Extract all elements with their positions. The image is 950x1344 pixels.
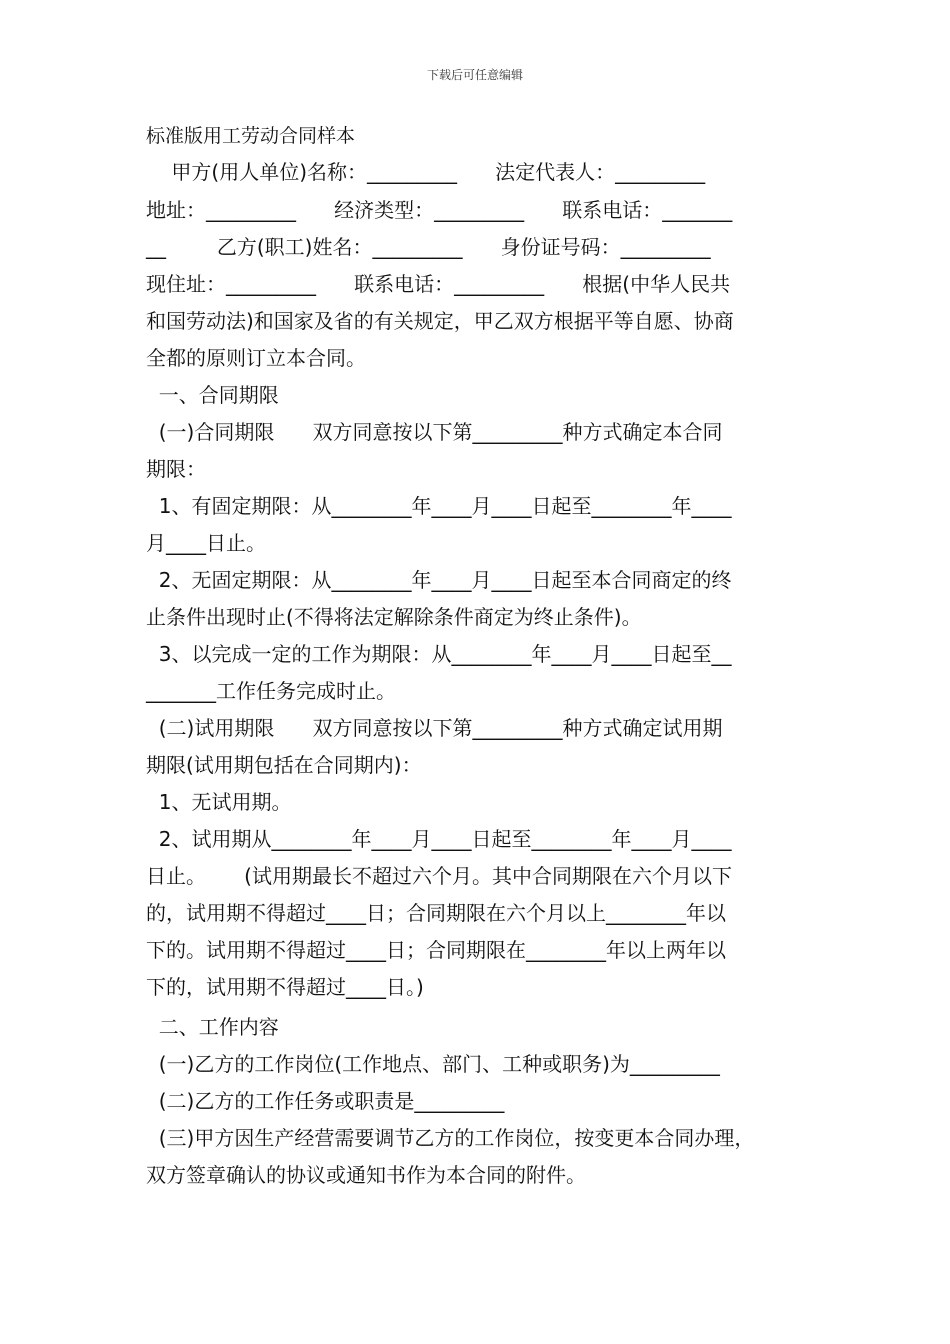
text-line: 2、试用期从________年____月____日起至________年____月____	[146, 827, 732, 851]
text-line: 下的，试用期不得超过____日。)	[146, 975, 424, 999]
document-title: 标准版用工劳动合同样本	[146, 125, 356, 147]
text-line: 期限：	[146, 457, 206, 481]
text-line: (一)合同期限 双方同意按以下第_________种方式确定本合同	[146, 420, 723, 444]
text-line: 1、有固定期限：从________年____月____日起至________年____	[146, 494, 732, 518]
text-line: 3、以完成一定的工作为期限：从________年____月____日起至__	[146, 642, 732, 666]
text-line: (二)试用期限 双方同意按以下第_________种方式确定试用期	[146, 716, 723, 740]
text-line: 月____日止。	[146, 531, 266, 555]
text-line: __ 乙方(职工)姓名：_________ 身份证号码：_________	[146, 235, 711, 259]
text-line: (一)乙方的工作岗位(工作地点、部门、工种或职务)为_________	[146, 1052, 720, 1076]
text-line: _______工作任务完成时止。	[146, 679, 396, 703]
text-line: 日止。 (试用期最长不超过六个月。其中合同期限在六个月以下	[146, 864, 732, 888]
text-line: 的，试用期不得超过____日；合同期限在六个月以上________年以	[146, 901, 726, 925]
text-line: (二)乙方的工作任务或职责是_________	[146, 1089, 505, 1113]
text-line: 全都的原则订立本合同。	[146, 346, 366, 370]
text-line: 止条件出现时止(不得将法定解除条件商定为终止条件)。	[146, 605, 642, 629]
text-line: 期限(试用期包括在合同期内)：	[146, 753, 422, 777]
text-line: 地址：_________ 经济类型：_________ 联系电话：_______	[146, 198, 733, 222]
section-heading: 二、工作内容	[146, 1015, 279, 1039]
text-line: 下的。试用期不得超过____日；合同期限在________年以上两年以	[146, 938, 726, 962]
text-line: 甲方(用人单位)名称：_________ 法定代表人：_________	[146, 160, 706, 184]
text-line: 现住址：_________ 联系电话：_________ 根据(中华人民共	[146, 272, 731, 296]
header-note: 下载后可任意编辑	[426, 68, 523, 82]
text-line: (三)甲方因生产经营需要调节乙方的工作岗位，按变更本合同办理，	[146, 1126, 755, 1150]
section-heading: 一、合同期限	[146, 383, 279, 407]
text-line: 和国劳动法)和国家及省的有关规定，甲乙双方根据平等自愿、协商	[146, 309, 734, 333]
text-line: 双方签章确认的协议或通知书作为本合同的附件。	[146, 1163, 586, 1187]
text-line: 2、无固定期限：从________年____月____日起至本合同商定的终	[146, 568, 732, 592]
text-line: 1、无试用期。	[146, 790, 292, 814]
